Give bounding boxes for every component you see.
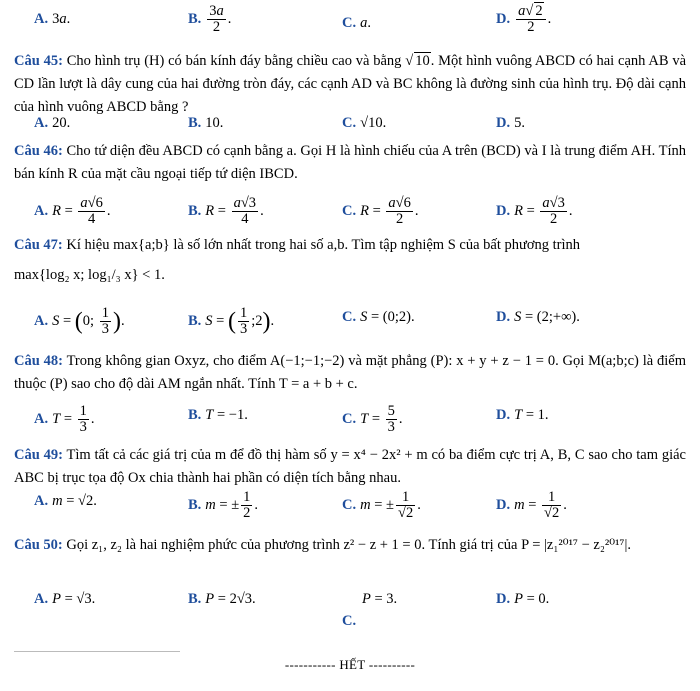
q47-option-a: A. S = (0; $\frac{1}{3}$ ).	[34, 305, 125, 337]
q45-option-b: B. 10.	[188, 115, 224, 131]
q46-options	[0, 196, 700, 226]
inequality-text: max{log₂ x; log₁/₃ x} < 1.	[14, 267, 165, 283]
q44-option-b: B. $\frac{3a}{2}$ .	[188, 3, 232, 35]
q46-option-a: A. R = $\frac{a√6}{4}$ .	[34, 195, 111, 227]
q45-option-a: A. 20.	[34, 115, 71, 131]
question-text: Trong không gian Oxyz, cho điểm A(−1;−1;−2) và mặt phẳng (P): x + y + z − 1 = 0. Gọi M(a;b;c) là điểm thuộc (P) sao cho độ dài AM ngắn nhất. Tính T = a + b + c.	[14, 353, 687, 392]
sqrt-10: √ 10	[405, 53, 430, 69]
q45-option-d: D. 5.	[496, 115, 525, 131]
q47-option-b: B. S = ( $\frac{1}{3}$ ;2).	[188, 305, 275, 337]
question-text-part: . Một hình vuông ABCD có hai cạnh AB và CD lần lượt là dây cung của hai đường tròn đáy, các cạnh AD và BC không là đường sinh của hình trụ. Độ dài cạnh của hình vuông ABCD bằng ?	[14, 53, 687, 115]
q45-options	[0, 112, 700, 142]
q46-option-b: B. R = $\frac{a√3}{4}$ .	[188, 195, 264, 227]
question-46	[14, 140, 686, 186]
question-text: Cho tứ diện đều ABCD có cạnh bằng a. Gọi H là hình chiếu của A trên (BCD) và I là trung điểm AH. Tính bán kính R của mặt cầu ngoại tiếp tứ diện IBCD.	[14, 143, 687, 182]
q46-option-d: D. R = $\frac{a√3}{2}$ .	[496, 195, 573, 227]
question-label: Câu 45:	[14, 53, 63, 69]
q49-option-c: C. m = ± $\frac{1}{√2}$ .	[342, 489, 421, 521]
q50-option-c-value: P = 3.	[362, 591, 398, 607]
q44-options	[0, 4, 700, 34]
q48-option-b: B. T = −1.	[188, 407, 248, 423]
question-label: Câu 47:	[14, 237, 63, 253]
question-text: Kí hiệu max{a;b} là số lớn nhất trong hai số a,b. Tìm tập nghiệm S của bất phương trình	[66, 237, 581, 253]
q48-option-d: D. T = 1.	[496, 407, 549, 423]
q50-option-b: B. P = 2√3.	[188, 591, 256, 607]
q48-option-a: A. T = $\frac{1}{3}$ .	[34, 403, 95, 435]
q48-option-c: C. T = $\frac{5}{3}$ .	[342, 403, 403, 435]
q50-option-c-label: C.	[342, 613, 357, 629]
q47-options	[0, 306, 700, 336]
q49-option-b: B. m = ± $\frac{1}{2}$ .	[188, 489, 259, 521]
q46-option-c: C. R = $\frac{a√6}{2}$ .	[342, 195, 419, 227]
q49-option-a: A. m = √2.	[34, 493, 97, 509]
q44-option-d: D. $\frac{a√ 2}{2}$ .	[496, 3, 552, 35]
footer-divider	[14, 651, 180, 652]
q47-option-d: D. S = (2;+∞).	[496, 309, 580, 325]
question-48	[14, 350, 686, 396]
question-45	[14, 50, 686, 119]
q44-option-a: A. 3a.	[34, 11, 71, 27]
question-49	[14, 444, 686, 490]
q47-option-c: C. S = (0;2).	[342, 309, 415, 325]
q50-option-a: A. P = √3.	[34, 591, 96, 607]
question-text: Tìm tất cả các giá trị của m để đồ thị hàm số y = x⁴ − 2x² + m có ba điểm cực trị A, B, C sao cho tam giác ABC bị trục tọa độ Ox chia thành hai phần có diện tích bằng nhau.	[14, 447, 686, 486]
question-text: Gọi z₁, z₂ là hai nghiệm phức của phương trình z² − z + 1 = 0. Tính giá trị của P = |z₁²⁰¹⁷ − z₂²⁰¹⁷|.	[66, 537, 631, 553]
question-50	[14, 534, 686, 557]
q44-option-c: C. a.	[342, 15, 371, 31]
question-label: Câu 48:	[14, 353, 63, 369]
q49-option-d: D. m = $\frac{1}{√2}$ .	[496, 489, 567, 521]
q47-inequality	[14, 264, 686, 287]
end-marker: ----------- HẾT ----------	[284, 657, 416, 672]
question-label: Câu 50:	[14, 537, 63, 553]
question-47	[14, 234, 686, 257]
q48-options	[0, 404, 700, 434]
question-label: Câu 46:	[14, 143, 63, 159]
q45-option-c: C. √10.	[342, 115, 387, 131]
question-text-part: Cho hình trụ (H) có bán kính đáy bằng chiều cao và bằng	[66, 53, 406, 69]
question-label: Câu 49:	[14, 447, 63, 463]
q49-options	[0, 490, 700, 520]
q50-option-d: D. P = 0.	[496, 591, 550, 607]
